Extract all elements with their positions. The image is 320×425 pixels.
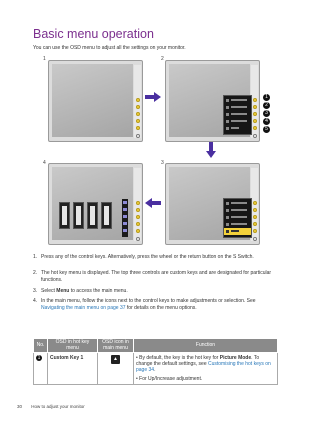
step-number: 2. — [33, 270, 38, 276]
osd-row-text — [231, 209, 247, 211]
osd-row-icon — [226, 106, 229, 109]
hotkey-osd-menu — [223, 95, 252, 135]
step-label-3: 3 — [161, 160, 164, 166]
control-key — [136, 112, 140, 116]
control-key — [136, 229, 140, 233]
control-key — [136, 119, 140, 123]
menu-nav-icon — [123, 229, 127, 232]
step-label-2: 2 — [161, 56, 164, 62]
power-key — [253, 134, 257, 138]
column-header-function: Function — [134, 339, 278, 353]
table-row — [34, 353, 278, 385]
instruction-step-2 — [33, 270, 278, 283]
main-menu-tile — [87, 202, 98, 229]
osd-callout-badge-1: 1 — [263, 94, 270, 101]
control-key — [253, 222, 257, 226]
control-key — [253, 112, 257, 116]
control-key — [136, 126, 140, 130]
monitor-illustration-2 — [165, 60, 260, 142]
function-bullet: • For Up/Increase adjustment. — [136, 376, 203, 382]
power-key — [136, 237, 140, 241]
arrow-left-icon — [145, 198, 161, 208]
step-label-1: 1 — [43, 56, 46, 62]
osd-row-text — [231, 216, 247, 218]
osd-row — [224, 125, 251, 132]
control-key — [136, 215, 140, 219]
step-text — [41, 288, 278, 295]
osd-row-text — [231, 99, 247, 101]
intro-text: You can use the OSD menu to adjust all the settings on your monitor. — [33, 45, 186, 51]
power-key — [253, 237, 257, 241]
menu-nav-icon — [123, 222, 127, 225]
control-key — [253, 105, 257, 109]
hotkey-function-table — [33, 338, 278, 385]
step-number: 3. — [33, 288, 38, 294]
osd-row-text — [231, 120, 247, 122]
navigating-menu-link[interactable]: Navigating the main menu on page 37 — [41, 304, 126, 311]
osd-callout-badge-4: 4 — [263, 118, 270, 125]
osd-row-icon — [226, 113, 229, 116]
osd-row-icon — [226, 216, 229, 219]
osd-row-text — [231, 202, 247, 204]
page-title: Basic menu operation — [33, 27, 154, 41]
step-text: The hot key menu is displayed. The top three controls are custom keys and are designated for particular functions. — [41, 270, 272, 283]
osd-row — [224, 118, 251, 125]
step-number: 1. — [33, 254, 38, 260]
osd-row-icon — [226, 223, 229, 226]
step-text-part: Select — [41, 288, 57, 294]
control-key — [253, 229, 257, 233]
bullet-text: By default, the key is the hot key for — [139, 355, 220, 361]
cell-no — [34, 353, 48, 385]
bullet-text: For Up/Increase adjustment. — [139, 376, 203, 382]
arrow-down-icon — [206, 142, 216, 158]
osd-row-icon — [226, 209, 229, 212]
monitor-illustration-1 — [48, 60, 143, 142]
control-key — [253, 126, 257, 130]
osd-row — [224, 200, 251, 207]
monitor-illustration-4 — [48, 163, 143, 245]
osd-callout-badge-2: 2 — [263, 102, 270, 109]
bullet-text: . To change the default settings, see — [136, 355, 260, 367]
step-text: Press any of the control keys. Alternatively, press the wheel or the return button on the S Switch. — [41, 254, 254, 260]
osd-row-icon — [226, 230, 229, 233]
control-key — [136, 105, 140, 109]
osd-row-text — [231, 113, 247, 115]
section-title: How to adjust your monitor — [31, 404, 85, 409]
page-number: 30 — [17, 404, 23, 409]
page-footer — [17, 404, 93, 409]
osd-row — [224, 214, 251, 221]
step-number: 4. — [33, 298, 38, 304]
hotkey-osd-menu — [223, 198, 252, 238]
menu-nav-icon — [123, 208, 127, 211]
main-menu-tile — [73, 202, 84, 229]
control-key — [253, 208, 257, 212]
osd-row — [224, 221, 251, 228]
main-menu-tile — [59, 202, 70, 229]
control-key — [253, 215, 257, 219]
power-key — [136, 134, 140, 138]
osd-row-text — [231, 106, 247, 108]
step-text — [41, 298, 278, 311]
osd-row-text — [231, 223, 247, 225]
step-label-4: 4 — [43, 160, 46, 166]
osd-row — [224, 111, 251, 118]
menu-nav-icon — [123, 201, 127, 204]
menu-term: Menu — [56, 288, 70, 294]
function-bullet: • By default, the key is the hot key for Picture Mode. To change the default settings, see Customising the hot keys on page 34. — [136, 355, 271, 373]
control-key — [136, 98, 140, 102]
osd-row — [224, 207, 251, 214]
up-arrow-icon: ▲ — [111, 355, 120, 364]
instruction-step-1 — [33, 254, 278, 261]
control-key — [253, 201, 257, 205]
control-key — [136, 208, 140, 212]
row-number-badge: 1 — [37, 355, 41, 361]
control-key — [136, 201, 140, 205]
cell-icon — [98, 353, 134, 385]
main-menu-tile — [101, 202, 112, 229]
column-header-no: No. — [34, 339, 48, 353]
step-text-part: for details on the menu options. — [125, 304, 197, 311]
osd-callout-badge-3: 3 — [263, 110, 270, 117]
step-text-part: to access the main menu. — [69, 288, 128, 294]
osd-row — [224, 97, 251, 104]
osd-callout-badge-5: 5 — [263, 126, 270, 133]
monitor-illustration-3 — [165, 163, 260, 245]
monitor-screen — [52, 64, 133, 137]
osd-row-icon — [226, 202, 229, 205]
menu-nav-icon — [123, 215, 127, 218]
osd-row-icon — [226, 120, 229, 123]
cell-hotkey — [48, 353, 98, 385]
column-header-osd-hotkey: OSD in hot key menu — [48, 339, 98, 353]
column-header-osd-icon: OSD icon in main menu — [98, 339, 134, 353]
main-menu-icon-column — [122, 199, 128, 237]
instruction-step-3 — [33, 288, 278, 295]
osd-row-text — [231, 230, 239, 232]
osd-row-text — [231, 127, 239, 129]
picture-mode-term: Picture Mode — [219, 355, 252, 361]
customising-hotkeys-link[interactable]: Customising the hot keys on page 34 — [136, 361, 271, 373]
table-header-row — [34, 339, 278, 353]
control-key — [253, 98, 257, 102]
osd-row-icon — [226, 99, 229, 102]
control-key — [136, 222, 140, 226]
arrow-right-icon — [145, 92, 161, 102]
osd-row-selected — [224, 228, 251, 235]
control-key — [253, 119, 257, 123]
osd-row — [224, 104, 251, 111]
cell-function — [134, 353, 278, 385]
instruction-step-4 — [33, 298, 278, 311]
bullet-text: . — [154, 367, 156, 373]
hotkey-name: Custom Key 1 — [50, 355, 84, 361]
osd-row-icon — [226, 127, 229, 130]
step-text-part: In the main menu, follow the icons next to the control keys to make adjustments or selection. See — [41, 298, 256, 304]
